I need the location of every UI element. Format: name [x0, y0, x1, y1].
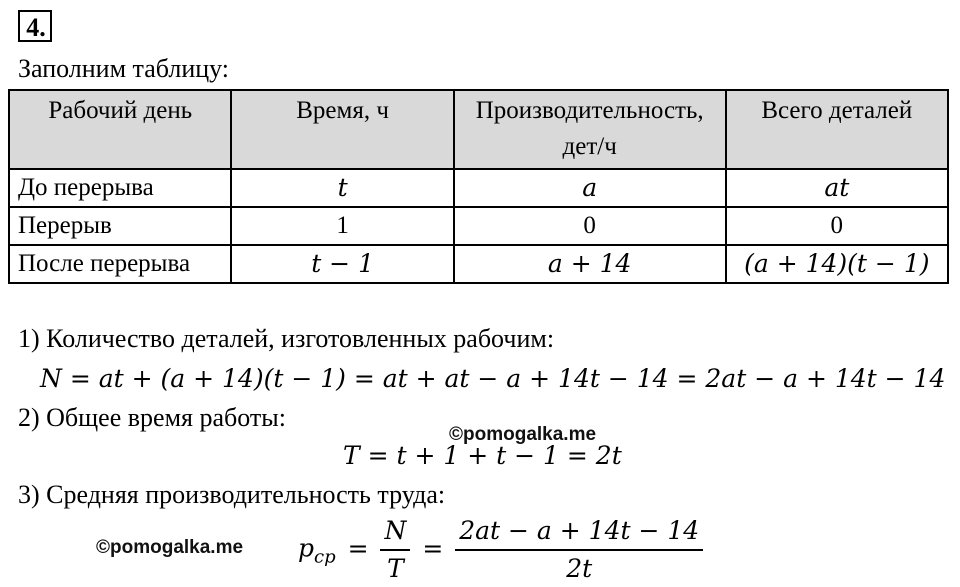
- header-rate-line1: Производительность,: [475, 97, 704, 124]
- equals-sign: =: [347, 533, 369, 563]
- step-3-formula: [298, 513, 703, 587]
- table-row: [9, 207, 948, 245]
- step-2-text: 2) Общее время работы:: [18, 403, 286, 432]
- fraction-n-over-t: [380, 513, 410, 587]
- step-1-text: 1) Количество деталей, изготовленных рабочим:: [18, 324, 555, 353]
- row-label: После перерыва: [9, 245, 231, 283]
- step-2-formula: T = t + 1 + t − 1 = 2t: [343, 441, 622, 470]
- header-rate-line2: дет/ч: [562, 133, 617, 160]
- problem-number: 4.: [18, 10, 52, 42]
- row-label: Перерыв: [9, 207, 231, 245]
- row-rate: a + 14: [454, 245, 726, 283]
- watermark: ©pomogalka.me: [96, 537, 244, 558]
- fraction-numerator: N: [380, 513, 410, 551]
- row-time: t: [231, 169, 453, 207]
- row-total: at: [726, 169, 948, 207]
- table-row: [9, 245, 948, 283]
- header-rate: [454, 90, 726, 169]
- row-total: 0: [726, 207, 948, 245]
- step-3-text: 3) Средняя производительность труда:: [18, 480, 446, 509]
- row-total: (a + 14)(t − 1): [726, 245, 948, 283]
- rate-symbol: p: [298, 533, 315, 563]
- row-rate: 0: [454, 207, 726, 245]
- intro-text: Заполним таблицу:: [18, 54, 230, 83]
- fraction-expanded: [455, 513, 703, 587]
- row-label: До перерыва: [9, 169, 231, 207]
- fraction-denominator: T: [387, 554, 404, 583]
- fraction-denominator: 2t: [566, 554, 593, 583]
- row-rate: a: [454, 169, 726, 207]
- header-total: Всего деталей: [726, 90, 948, 169]
- table-header-row: [9, 90, 948, 169]
- rate-subscript: ср: [314, 546, 336, 568]
- header-time: Время, ч: [231, 90, 453, 169]
- fraction-numerator: 2at − a + 14t − 14: [455, 513, 703, 551]
- header-workday: Рабочий день: [9, 90, 231, 169]
- row-time: 1: [231, 207, 453, 245]
- row-time: t − 1: [231, 245, 453, 283]
- table-row: [9, 169, 948, 207]
- watermark: ©pomogalka.me: [449, 424, 597, 445]
- step-1-formula: N = at + (a + 14)(t − 1) = at + at − a + 14t − 14 = 2at − a + 14t − 14: [40, 364, 946, 393]
- equals-sign: =: [422, 533, 444, 563]
- work-table: [8, 89, 949, 284]
